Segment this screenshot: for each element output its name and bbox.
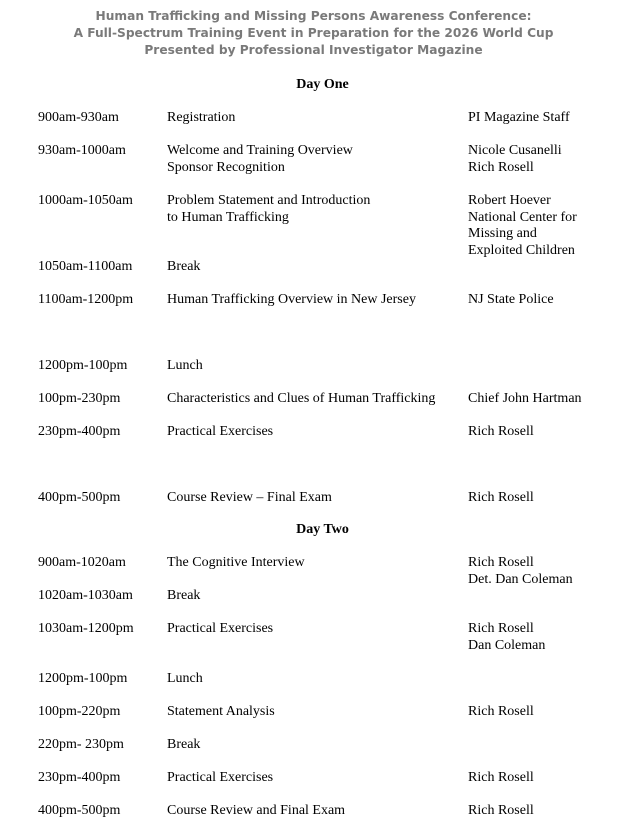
conference-title: Human Trafficking and Missing Persons Awareness Conference: <box>95 9 532 23</box>
session-title <box>167 110 457 127</box>
session-title-line: Characteristics and Clues of Human Trafficking <box>167 391 436 406</box>
session-presenter <box>468 193 623 259</box>
session-time: 900am-1020am <box>38 555 126 570</box>
day-two-heading: Day Two <box>296 522 349 537</box>
session-time: 100pm-220pm <box>38 704 121 719</box>
session-time: 400pm-500pm <box>38 803 121 818</box>
presenter-line: Dan Coleman <box>468 637 546 653</box>
session-time: 220pm- 230pm <box>38 737 124 752</box>
session-presenter <box>468 391 623 408</box>
session-title <box>167 193 457 226</box>
session-title <box>167 671 457 688</box>
session-time: 1200pm-100pm <box>38 358 128 373</box>
presenter-line: NJ State Police <box>468 292 554 307</box>
presenter-line: Rich Rosell <box>468 803 534 818</box>
presenter-line: Rich Rosell <box>468 770 534 785</box>
session-title-line: Break <box>167 588 201 603</box>
session-title-line: Registration <box>167 110 236 125</box>
presenter-line: Exploited Children <box>468 242 575 258</box>
session-presenter <box>468 292 623 309</box>
session-time: 230pm-400pm <box>38 770 121 785</box>
session-title-line: Sponsor Recognition <box>167 159 285 175</box>
session-title <box>167 259 457 276</box>
presenter-line: Rich Rosell <box>468 621 534 636</box>
session-title <box>167 588 457 605</box>
session-title-line: to Human Trafficking <box>167 209 289 225</box>
session-presenter <box>468 143 623 176</box>
session-title-line: Human Trafficking Overview in New Jersey <box>167 292 416 307</box>
session-title <box>167 555 457 572</box>
session-title <box>167 490 457 507</box>
session-title-line: Welcome and Training Overview <box>167 143 353 158</box>
session-title <box>167 737 457 754</box>
presenter-line: Rich Rosell <box>468 424 534 439</box>
presenter-line: Nicole Cusanelli <box>468 143 562 158</box>
session-title <box>167 358 457 375</box>
presenter-line: Rich Rosell <box>468 159 534 175</box>
presenter-line: Rich Rosell <box>468 555 534 570</box>
session-title <box>167 391 457 408</box>
conference-subtitle: A Full-Spectrum Training Event in Preparation for the 2026 World Cup <box>73 25 554 40</box>
session-presenter <box>468 621 623 654</box>
session-time: 1050am-1100am <box>38 259 133 274</box>
session-presenter <box>468 490 623 507</box>
session-title-line: Practical Exercises <box>167 621 274 636</box>
session-time: 230pm-400pm <box>38 424 121 439</box>
session-time: 900am-930am <box>38 110 119 125</box>
presenter-line: Robert Hoever <box>468 193 551 208</box>
session-title <box>167 424 457 441</box>
session-title <box>167 292 457 309</box>
presenter-line: Chief John Hartman <box>468 391 582 406</box>
session-presenter <box>468 770 623 787</box>
presenter-line: National Center for <box>468 209 577 225</box>
session-title-line: Statement Analysis <box>167 704 275 719</box>
session-presenter <box>468 803 623 820</box>
session-time: 930am-1000am <box>38 143 126 158</box>
session-time: 400pm-500pm <box>38 490 121 505</box>
session-title-line: Lunch <box>167 671 203 686</box>
session-title-line: Break <box>167 259 201 274</box>
session-title <box>167 704 457 721</box>
presenter-line: Rich Rosell <box>468 704 534 719</box>
session-title-line: The Cognitive Interview <box>167 555 305 570</box>
session-presenter <box>468 110 623 127</box>
session-time: 1200pm-100pm <box>38 671 128 686</box>
session-time: 100pm-230pm <box>38 391 121 406</box>
day-one-heading: Day One <box>296 77 349 92</box>
presenter-line: Missing and <box>468 226 537 241</box>
session-title-line: Practical Exercises <box>167 770 274 785</box>
session-presenter <box>468 555 623 588</box>
session-title <box>167 770 457 787</box>
presenter-line: PI Magazine Staff <box>468 110 570 125</box>
session-title <box>167 143 457 176</box>
presenter-line: Rich Rosell <box>468 490 534 505</box>
conference-presenter: Presented by Professional Investigator Magazine <box>144 42 483 57</box>
session-presenter <box>468 424 623 441</box>
session-title <box>167 621 457 638</box>
session-title-line: Course Review – Final Exam <box>167 490 332 505</box>
session-title-line: Problem Statement and Introduction <box>167 193 371 208</box>
session-title-line: Break <box>167 737 201 752</box>
session-title-line: Lunch <box>167 358 203 373</box>
presenter-line: Det. Dan Coleman <box>468 571 573 587</box>
session-presenter <box>468 704 623 721</box>
session-time: 1020am-1030am <box>38 588 133 603</box>
session-time: 1100am-1200pm <box>38 292 134 307</box>
session-title-line: Practical Exercises <box>167 424 274 439</box>
session-title <box>167 803 457 820</box>
session-title-line: Course Review and Final Exam <box>167 803 346 818</box>
session-time: 1000am-1050am <box>38 193 133 208</box>
session-time: 1030am-1200pm <box>38 621 134 636</box>
